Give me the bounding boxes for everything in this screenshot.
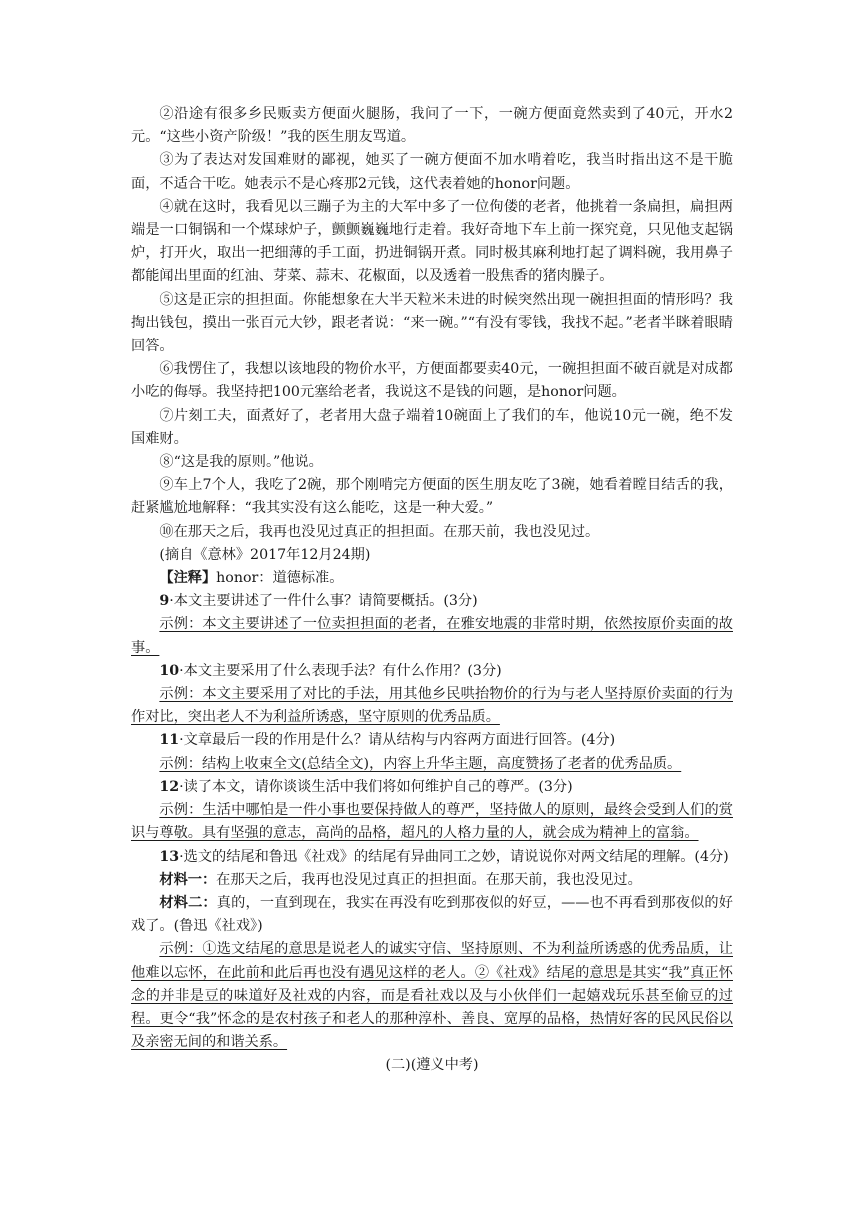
question-12: [131, 776, 733, 799]
question-13: [131, 846, 733, 869]
paragraph-6: ⑥我愣住了，我想以该地段的物价水平，方便面都要卖40元，一碗担担面不破百就是对成都小吃的侮辱。我坚持把100元塞给老者，我说这不是钱的问题，是honor问题。: [131, 361, 733, 401]
annotation-label: 【注释】: [159, 570, 217, 587]
annotation: [131, 567, 733, 590]
document-page: [131, 103, 733, 1078]
paragraph-3: ③为了表达对发国难财的鄙视，她买了一碗方便面不加水啃着吃，我当时指出这不是干脆面，不适合干吃。她表示不是心疼那2元钱，这代表着她的honor问题。: [131, 152, 733, 192]
answer-13: [131, 938, 733, 1054]
question-number: 11: [159, 732, 180, 749]
material-2: [131, 892, 733, 938]
answer-text: 示例：本文主要讲述了一位卖担担面的老者，在雅安地震的非常时期，依然按原价卖面的故事。: [131, 616, 733, 656]
question-text: ·本文主要采用了什么表现手法？有什么作用？(3分): [179, 662, 502, 679]
material-1: [131, 869, 733, 892]
question-11: [131, 729, 733, 752]
paragraph-5: ⑤这是正宗的担担面。你能想象在大半天粒米未进的时候突然出现一碗担担面的情形吗？我掏出钱包，摸出一张百元大钞，跟老者说：“来一碗。”“有没有零钱，我找不起。”老者半眯着眼睛回答。: [131, 291, 733, 355]
question-text: ·本文主要讲述了一件什么事？请简要概括。(3分): [169, 593, 478, 610]
paragraph-8: ⑧“这是我的原则。”他说。: [159, 454, 323, 471]
question-number: 12: [159, 778, 180, 795]
paragraph-4: ④就在这时，我看见以三蹦子为主的大军中多了一位佝偻的老者，他挑着一条扁担，扁担两端是一口铜锅和一个煤球炉子，颤颤巍巍地行走着。我好奇地下车上前一探究竟，只见他支起锅炉，打开火，取出一把细薄的手工面，扔进铜锅开煮。同时极其麻利地打起了调料碗，我用鼻子都能闻出里面的红油、芽菜、蒜末、花椒面，以及透着一股焦香的猪肉臊子。: [131, 198, 733, 285]
answer-12: [131, 799, 733, 845]
paragraph-9: ⑨车上7个人，我吃了2碗，那个刚啃完方便面的医生朋友吃了3碗，她看着瞠目结舌的我，赶紧尴尬地解释：“我其实没有这么能吃，这是一种大爱。”: [131, 477, 733, 517]
question-number: 10: [159, 662, 180, 679]
material-text: 真的，一直到现在，我实在再没有吃到那夜似的好豆，——也不再看到那夜似的好戏了。(鲁迅《社戏》): [131, 894, 733, 935]
material-text: 在那天之后，我再也没见过真正的担担面。在那天前，我也没见过。: [216, 871, 642, 888]
answer-10: [131, 683, 733, 729]
answer-text: 示例：本文主要采用了对比的手法，用其他乡民哄抬物价的行为与老人坚持原价卖面的行为作对比，突出老人不为利益所诱惑，坚守原则的优秀品质。: [131, 686, 733, 726]
answer-9: [131, 613, 733, 659]
question-text: ·文章最后一段的作用是什么？请从结构与内容两方面进行回答。(4分): [179, 732, 616, 749]
answer-text: 示例：结构上收束全文(总结全文)，内容上升华主题，高度赞扬了老者的优秀品质。: [159, 755, 682, 772]
annotation-text: honor：道德标准。: [216, 570, 344, 587]
question-10: [131, 660, 733, 683]
answer-11: [131, 753, 733, 776]
question-number: 13: [159, 848, 180, 865]
question-number: 9: [159, 593, 170, 610]
source-citation: (摘自《意林》2017年12月24期): [159, 546, 371, 563]
question-text: ·读了本文，请你谈谈生活中我们将如何维护自己的尊严。(3分): [179, 778, 573, 795]
answer-text: 示例：①选文结尾的意思是说老人的诚实守信、坚持原则、不为利益所诱惑的优秀品质，让他难以忘怀，在此前和此后再也没有遇见这样的老人。②《社戏》结尾的意思是其实“我”真正怀念的并非是豆的味道好及社戏的内容，而是看社戏以及与小伙伴们一起嬉戏玩乐甚至偷豆的过程。更令“我”怀念的是农村孩子和老人的那种淳朴、善良、宽厚的品格，热情好客的民风民俗以及亲密无间的和谐关系。: [131, 941, 733, 1051]
paragraph-2: ②沿途有很多乡民贩卖方便面火腿肠，我问了一下，一碗方便面竟然卖到了40元，开水2元。“这些小资产阶级！”我的医生朋友骂道。: [131, 106, 733, 146]
next-section-heading: (二)(遵义中考): [385, 1057, 479, 1074]
paragraph-10: ⑩在那天之后，我再也没见过真正的担担面。在那天前，我也没见过。: [159, 523, 600, 540]
paragraph-7: ⑦片刻工夫，面煮好了，老者用大盘子端着10碗面上了我们的车，他说10元一碗，绝不发国难财。: [131, 407, 733, 447]
material-label: 材料二：: [159, 894, 217, 911]
material-label: 材料一：: [159, 871, 217, 888]
question-9: [131, 590, 733, 613]
question-text: ·选文的结尾和鲁迅《社戏》的结尾有异曲同工之妙，请说说你对两文结尾的理解。(4分): [179, 848, 729, 865]
answer-text: 示例：生活中哪怕是一件小事也要保持做人的尊严，坚持做人的原则，最终会受到人们的赏识与尊敬。具有坚强的意志，高尚的品格，超凡的人格力量的人，就会成为精神上的富翁。: [131, 802, 733, 842]
